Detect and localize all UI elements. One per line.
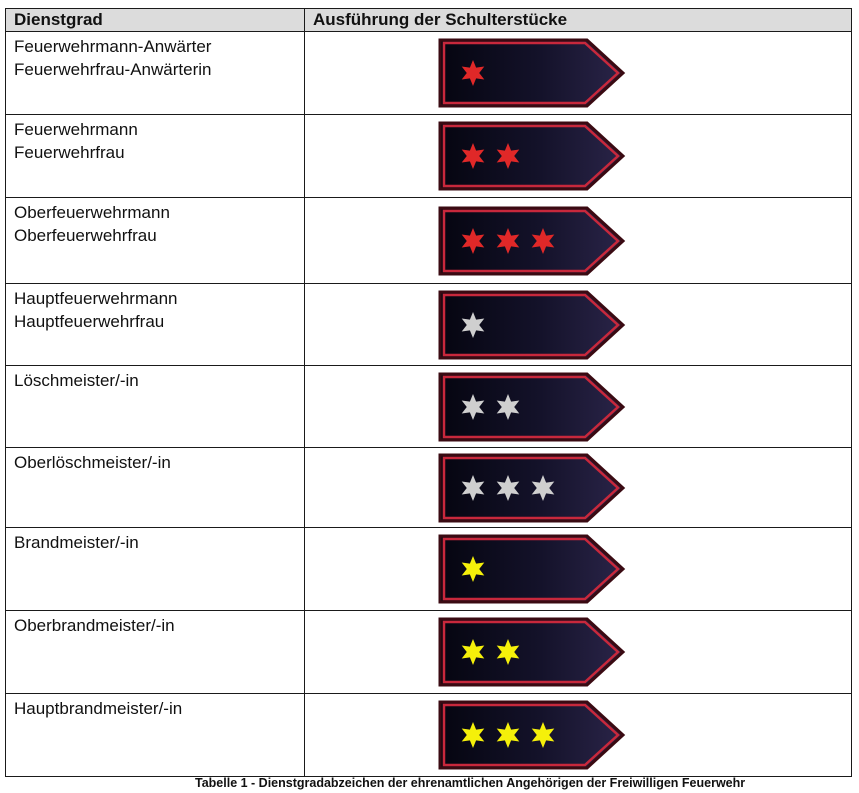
table-row: [6, 694, 852, 777]
rank-name: Oberbrandmeister/-in: [14, 616, 175, 635]
shoulder-strap-icon: [437, 699, 627, 771]
insignia-cell: [305, 284, 852, 366]
rank-cell: [6, 611, 305, 694]
rank-name: Hauptfeuerwehrfrau: [14, 312, 165, 331]
insignia-cell: [305, 366, 852, 448]
shoulder-strap-icon: [437, 371, 627, 443]
table-row: [6, 611, 852, 694]
shoulder-strap-icon: [437, 452, 627, 524]
rank-name: Feuerwehrmann-Anwärter: [14, 37, 212, 56]
table-row: [6, 366, 852, 448]
shoulder-strap-icon: [437, 289, 627, 361]
rank-name: Oberfeuerwehrfrau: [14, 226, 157, 245]
rank-cell: [6, 198, 305, 284]
shoulder-strap-icon: [437, 205, 627, 277]
rank-name: Feuerwehrfrau-Anwärterin: [14, 60, 212, 79]
table-row: [6, 32, 852, 115]
header-rank: Dienstgrad: [6, 9, 305, 32]
insignia-cell: [305, 115, 852, 198]
rank-name: Löschmeister/-in: [14, 371, 139, 390]
rank-cell: [6, 115, 305, 198]
rank-name: Oberlöschmeister/-in: [14, 453, 171, 472]
insignia-cell: [305, 528, 852, 611]
insignia-cell: [305, 198, 852, 284]
table-row: [6, 284, 852, 366]
rank-insignia-table: [5, 8, 852, 777]
rank-name: Hauptfeuerwehrmann: [14, 289, 178, 308]
rank-cell: [6, 366, 305, 448]
table-row: [6, 115, 852, 198]
rank-cell: [6, 284, 305, 366]
table-row: [6, 198, 852, 284]
rank-name: Feuerwehrmann: [14, 120, 138, 139]
rank-name: Oberfeuerwehrmann: [14, 203, 170, 222]
rank-name: Feuerwehrfrau: [14, 143, 125, 162]
rank-name: Brandmeister/-in: [14, 533, 139, 552]
rank-cell: [6, 694, 305, 777]
shoulder-strap-icon: [437, 616, 627, 688]
rank-cell: [6, 32, 305, 115]
table-body: [6, 32, 852, 777]
rank-cell: [6, 528, 305, 611]
shoulder-strap-icon: [437, 533, 627, 605]
table-caption: Tabelle 1 - Dienstgradabzeichen der ehrenamtlichen Angehörigen der Freiwilligen Feuerwehr: [195, 776, 746, 790]
rank-name: Hauptbrandmeister/-in: [14, 699, 183, 718]
shoulder-strap-icon: [437, 120, 627, 192]
table-row: [6, 448, 852, 528]
insignia-cell: [305, 448, 852, 528]
insignia-cell: [305, 32, 852, 115]
table-header-row: [6, 9, 852, 32]
header-insignia: Ausführung der Schulterstücke: [305, 9, 852, 32]
table-row: [6, 528, 852, 611]
shoulder-strap-icon: [437, 37, 627, 109]
insignia-cell: [305, 694, 852, 777]
insignia-cell: [305, 611, 852, 694]
rank-cell: [6, 448, 305, 528]
